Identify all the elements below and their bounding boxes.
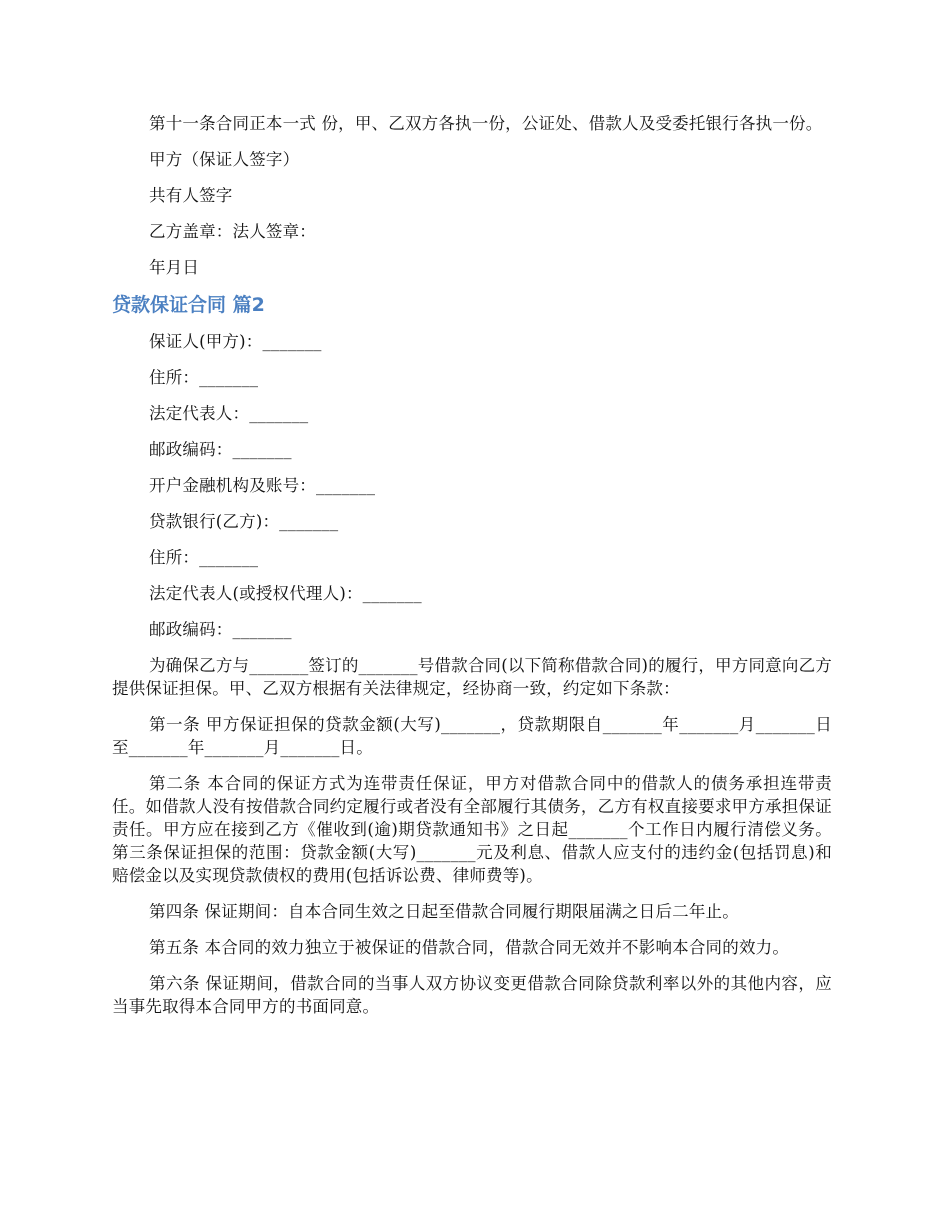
guarantor-postcode-field: 邮政编码：_______ <box>149 440 292 459</box>
clause-4: 第四条 保证期间：自本合同生效之日起至借款合同履行期限届满之日后二年止。 <box>149 902 739 921</box>
guarantor-field: 保证人(甲方)：_______ <box>149 332 322 351</box>
guarantor-representative-field: 法定代表人：_______ <box>149 404 309 423</box>
lender-postcode-field: 邮政编码：_______ <box>149 620 292 639</box>
clause-5: 第五条 本合同的效力独立于被保证的借款合同，借款合同无效并不影响本合同的效力。 <box>149 938 790 957</box>
bank-account-field: 开户金融机构及账号：_______ <box>149 476 376 495</box>
guarantor-address-field: 住所：_______ <box>149 368 259 387</box>
party-b-seal: 乙方盖章：法人签章： <box>149 222 316 241</box>
lender-address-field: 住所：_______ <box>149 548 259 567</box>
clause-2-3: 第二条 本合同的保证方式为连带责任保证，甲方对借款合同中的借款人的债务承担连带责任。如借款人没有按借款合同约定履行或者没有全部履行其债务，乙方有权直接要求甲方承担保证责任。甲方应在接到乙方《催收到(逾)期贷款通知书》之日起_______个工作日内履行清偿义务。 第三条保证担保的范围：贷款金额(大写)_______元及利息、借款人应支付的违约金(包括罚息)和赔偿金以及实现贷款债权的费用(包括诉讼费、律师费等)。 <box>112 774 832 885</box>
date-line: 年月日 <box>149 258 200 277</box>
preamble: 为确保乙方与_______签订的_______号借款合同(以下简称借款合同)的履行，甲方同意向乙方提供保证担保。甲、乙双方根据有关法律规定，经协商一致，约定如下条款： <box>112 656 832 698</box>
section-heading: 贷款保证合同 篇2 <box>112 294 265 316</box>
document-page <box>112 112 832 1031</box>
clause-1: 第一条 甲方保证担保的贷款金额(大写)_______，贷款期限自_______年_______月_______日至_______年_______月_______日。 <box>112 715 832 757</box>
party-a-signature: 甲方（保证人签字） <box>149 150 300 169</box>
clause-6: 第六条 保证期间，借款合同的当事人双方协议变更借款合同除贷款利率以外的其他内容，应当事先取得本合同甲方的书面同意。 <box>112 974 832 1016</box>
lender-representative-field: 法定代表人(或授权代理人)：_______ <box>149 584 422 603</box>
co-owner-signature: 共有人签字 <box>149 186 233 205</box>
lender-bank-field: 贷款银行(乙方)：_______ <box>149 512 339 531</box>
clause-11: 第十一条合同正本一式 份，甲、乙双方各执一份，公证处、借款人及受委托银行各执一份。 <box>149 114 823 133</box>
